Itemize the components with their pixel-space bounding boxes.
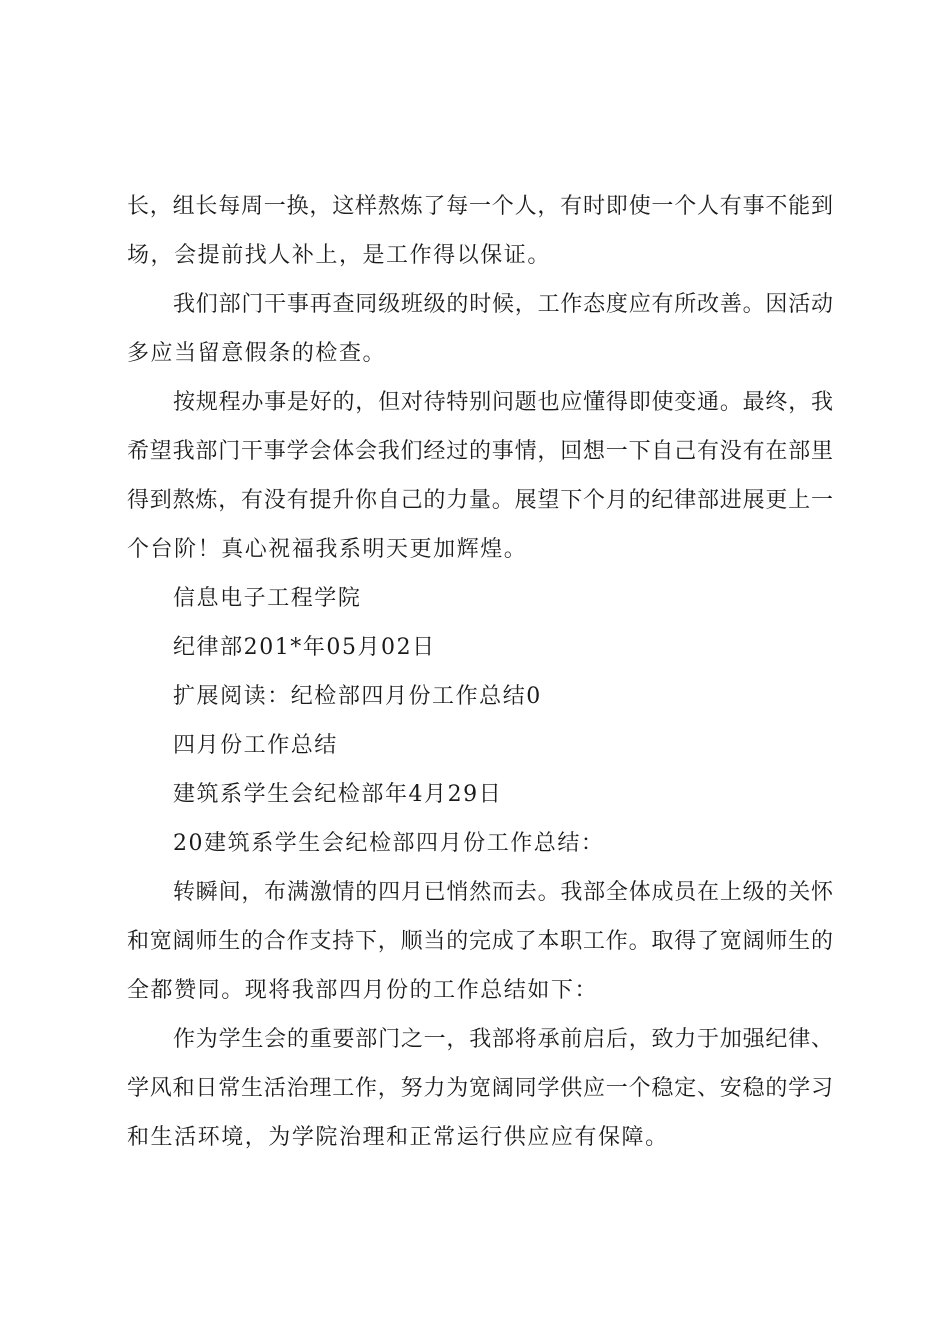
extended-reading-title: 扩展阅读：纪检部四月份工作总结0 (173, 684, 542, 709)
body-text-line: 场，会提前找人补上，是工作得以保证。 (127, 243, 551, 268)
body-text-line: 长，组长每周一换，这样熬炼了每一个人，有时即使一个人有事不能到 (127, 194, 833, 219)
body-text-line: 和生活环境，为学院治理和正常运行供应应有保障。 (127, 1125, 669, 1150)
body-text-line: 我们部门干事再查同级班级的时候，工作态度应有所改善。因活动 (173, 292, 833, 317)
body-text-line: 个台阶！真心祝福我系明天更加辉煌。 (127, 537, 528, 562)
body-text-line: 和宽阔师生的合作支持下，顺当的完成了本职工作。取得了宽阔师生的 (127, 929, 833, 954)
body-text-line: 全都赞同。现将我部四月份的工作总结如下： (127, 978, 599, 1003)
section-title: 四月份工作总结 (173, 733, 338, 758)
signature-date: 纪律部201*年05月02日 (173, 635, 436, 660)
body-text-line: 学风和日常生活治理工作，努力为宽阔同学供应一个稳定、安稳的学习 (127, 1076, 833, 1101)
body-text-line: 得到熬炼，有没有提升你自己的力量。展望下个月的纪律部进展更上一 (127, 488, 833, 513)
organization-name: 信息电子工程学院 (173, 586, 362, 611)
body-text-line: 多应当留意假条的检查。 (127, 341, 387, 366)
body-text-line: 按规程办事是好的，但对待特别问题也应懂得即使变通。最终，我 (173, 390, 833, 415)
document-body (127, 182, 833, 1162)
section-date: 建筑系学生会纪检部年4月29日 (173, 782, 503, 807)
body-text-line: 作为学生会的重要部门之一，我部将承前启后，致力于加强纪律、 (173, 1027, 833, 1052)
summary-heading: 20建筑系学生会纪检部四月份工作总结： (173, 831, 605, 856)
body-text-line: 转瞬间，布满激情的四月已悄然而去。我部全体成员在上级的关怀 (173, 880, 833, 905)
body-text-line: 希望我部门干事学会体会我们经过的事情，回想一下自己有没有在部里 (127, 439, 833, 464)
